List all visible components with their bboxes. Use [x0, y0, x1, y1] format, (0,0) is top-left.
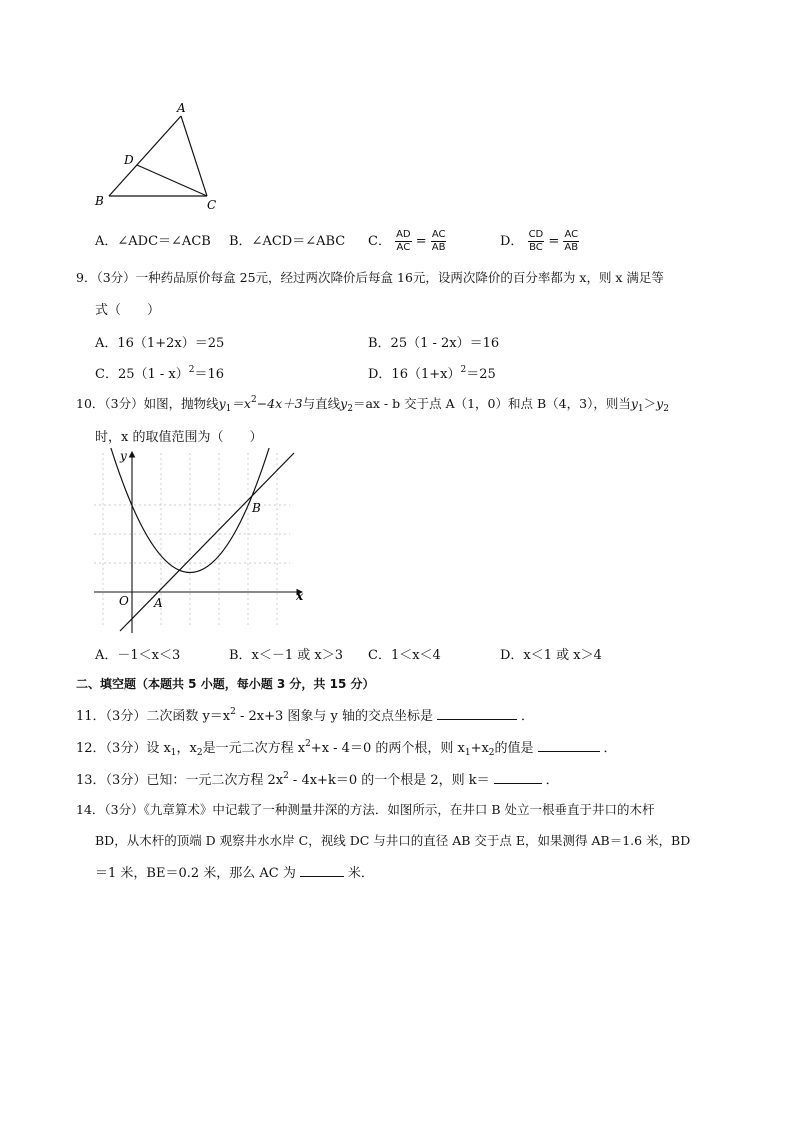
graph-x-label: x	[296, 589, 304, 603]
answer-blank[interactable]	[437, 707, 517, 720]
q9-option-c: C．25（1 - x）$^2$＝16	[95, 365, 225, 382]
section-heading: 二、填空题（本题共 5 小题，每小题 3 分，共 15 分）	[76, 677, 375, 691]
q10-stem-line2: 时，x 的取值范围为（ ）	[95, 430, 263, 445]
triangle-figure	[85, 100, 225, 215]
q10-option-c: C．1＜x＜4	[368, 648, 441, 663]
graph-point-a-label: A	[154, 596, 163, 610]
q8-option-b: B．∠ACD＝∠ABC	[229, 234, 346, 249]
label-b: B	[95, 194, 104, 208]
fraction: $\frac{AD}{AC}$	[396, 229, 411, 253]
q8-option-b-row	[229, 230, 345, 254]
label-c: C	[207, 198, 217, 212]
answer-blank[interactable]	[494, 771, 542, 784]
q8-option-c: C． $\frac{AD}{AC}$ = $\frac{AC}{AB}$	[368, 229, 446, 253]
q10-option-b: B．x＜－1 或 x＞3	[229, 648, 344, 663]
graph-origin-label: O	[119, 594, 129, 608]
q14-line1: 14．（3分）《九章算术》中记载了一种测量井深的方法．如图所示，在井口 B 处立一根垂直于井口的木杆	[76, 802, 655, 817]
graph-y-label: y	[120, 449, 127, 463]
q14-line3: ＝1 米，BE＝0.2 米，那么 AC 为 米．	[95, 866, 374, 881]
q9-option-a: A．16（1+2x）＝25	[95, 336, 225, 351]
q13: 13．（3分）已知：一元二次方程 $2x^2 - 4x+k=0$ 的一个根是 2，则 k＝ ．	[76, 771, 559, 788]
graph-point-b-label: B	[252, 501, 261, 515]
q14-line2: BD，从木杆的顶端 D 观察井水水岸 C，视线 DC 与井口的直径 AB 交于点 E，如果测得 AB＝1.6 米，BD	[95, 833, 691, 848]
fraction: $\frac{CD}{BC}$	[528, 229, 544, 253]
q8-option-d: D． $\frac{CD}{BC}$ = $\frac{AC}{AB}$	[500, 229, 579, 253]
label-a: A	[177, 101, 186, 115]
q8-option-a: A．∠ADC＝∠ACB	[95, 234, 211, 249]
q9-option-b: B．25（1 - 2x）＝16	[368, 336, 500, 351]
answer-blank[interactable]	[538, 739, 600, 752]
q10-option-d: D．x＜1 或 x＞4	[500, 648, 602, 663]
q9-stem-line1: 9．（3分）一种药品原价每盒 25元，经过两次降价后每盒 16元，设两次降价的百分率都为 x，则 x 满足等	[76, 270, 664, 285]
q10-option-a: A．－1＜x＜3	[95, 648, 181, 663]
q12: 12．（3分）设 $x_1$，$x_2$是一元二次方程 $x^2+x - 4=0$ 的两个根，则 $x_1+x_2$的值是 ．	[76, 739, 617, 758]
parabola-graph	[90, 448, 310, 638]
label-d: D	[124, 153, 134, 167]
q11: 11．（3分）二次函数 $y=x^2 - 2x+3$ 图象与 y 轴的交点坐标是 ．	[76, 707, 535, 724]
q10-stem-line1: 10．（3分）如图，抛物线$y_1=x^2-4x+3$与直线$y_2=ax - b$ 交于点 A（1，0）和点 B（4，3），则当$y_1>y_2$	[76, 395, 669, 414]
q9-option-d: D．$16(1+x)^2=25$	[368, 365, 496, 382]
q8-options	[95, 230, 211, 254]
fraction: $\frac{AC}{AB}$	[564, 229, 579, 253]
answer-blank[interactable]	[300, 864, 344, 877]
fraction: $\frac{AC}{AB}$	[431, 229, 446, 253]
q9-stem-line2: 式（ ）	[95, 303, 161, 318]
